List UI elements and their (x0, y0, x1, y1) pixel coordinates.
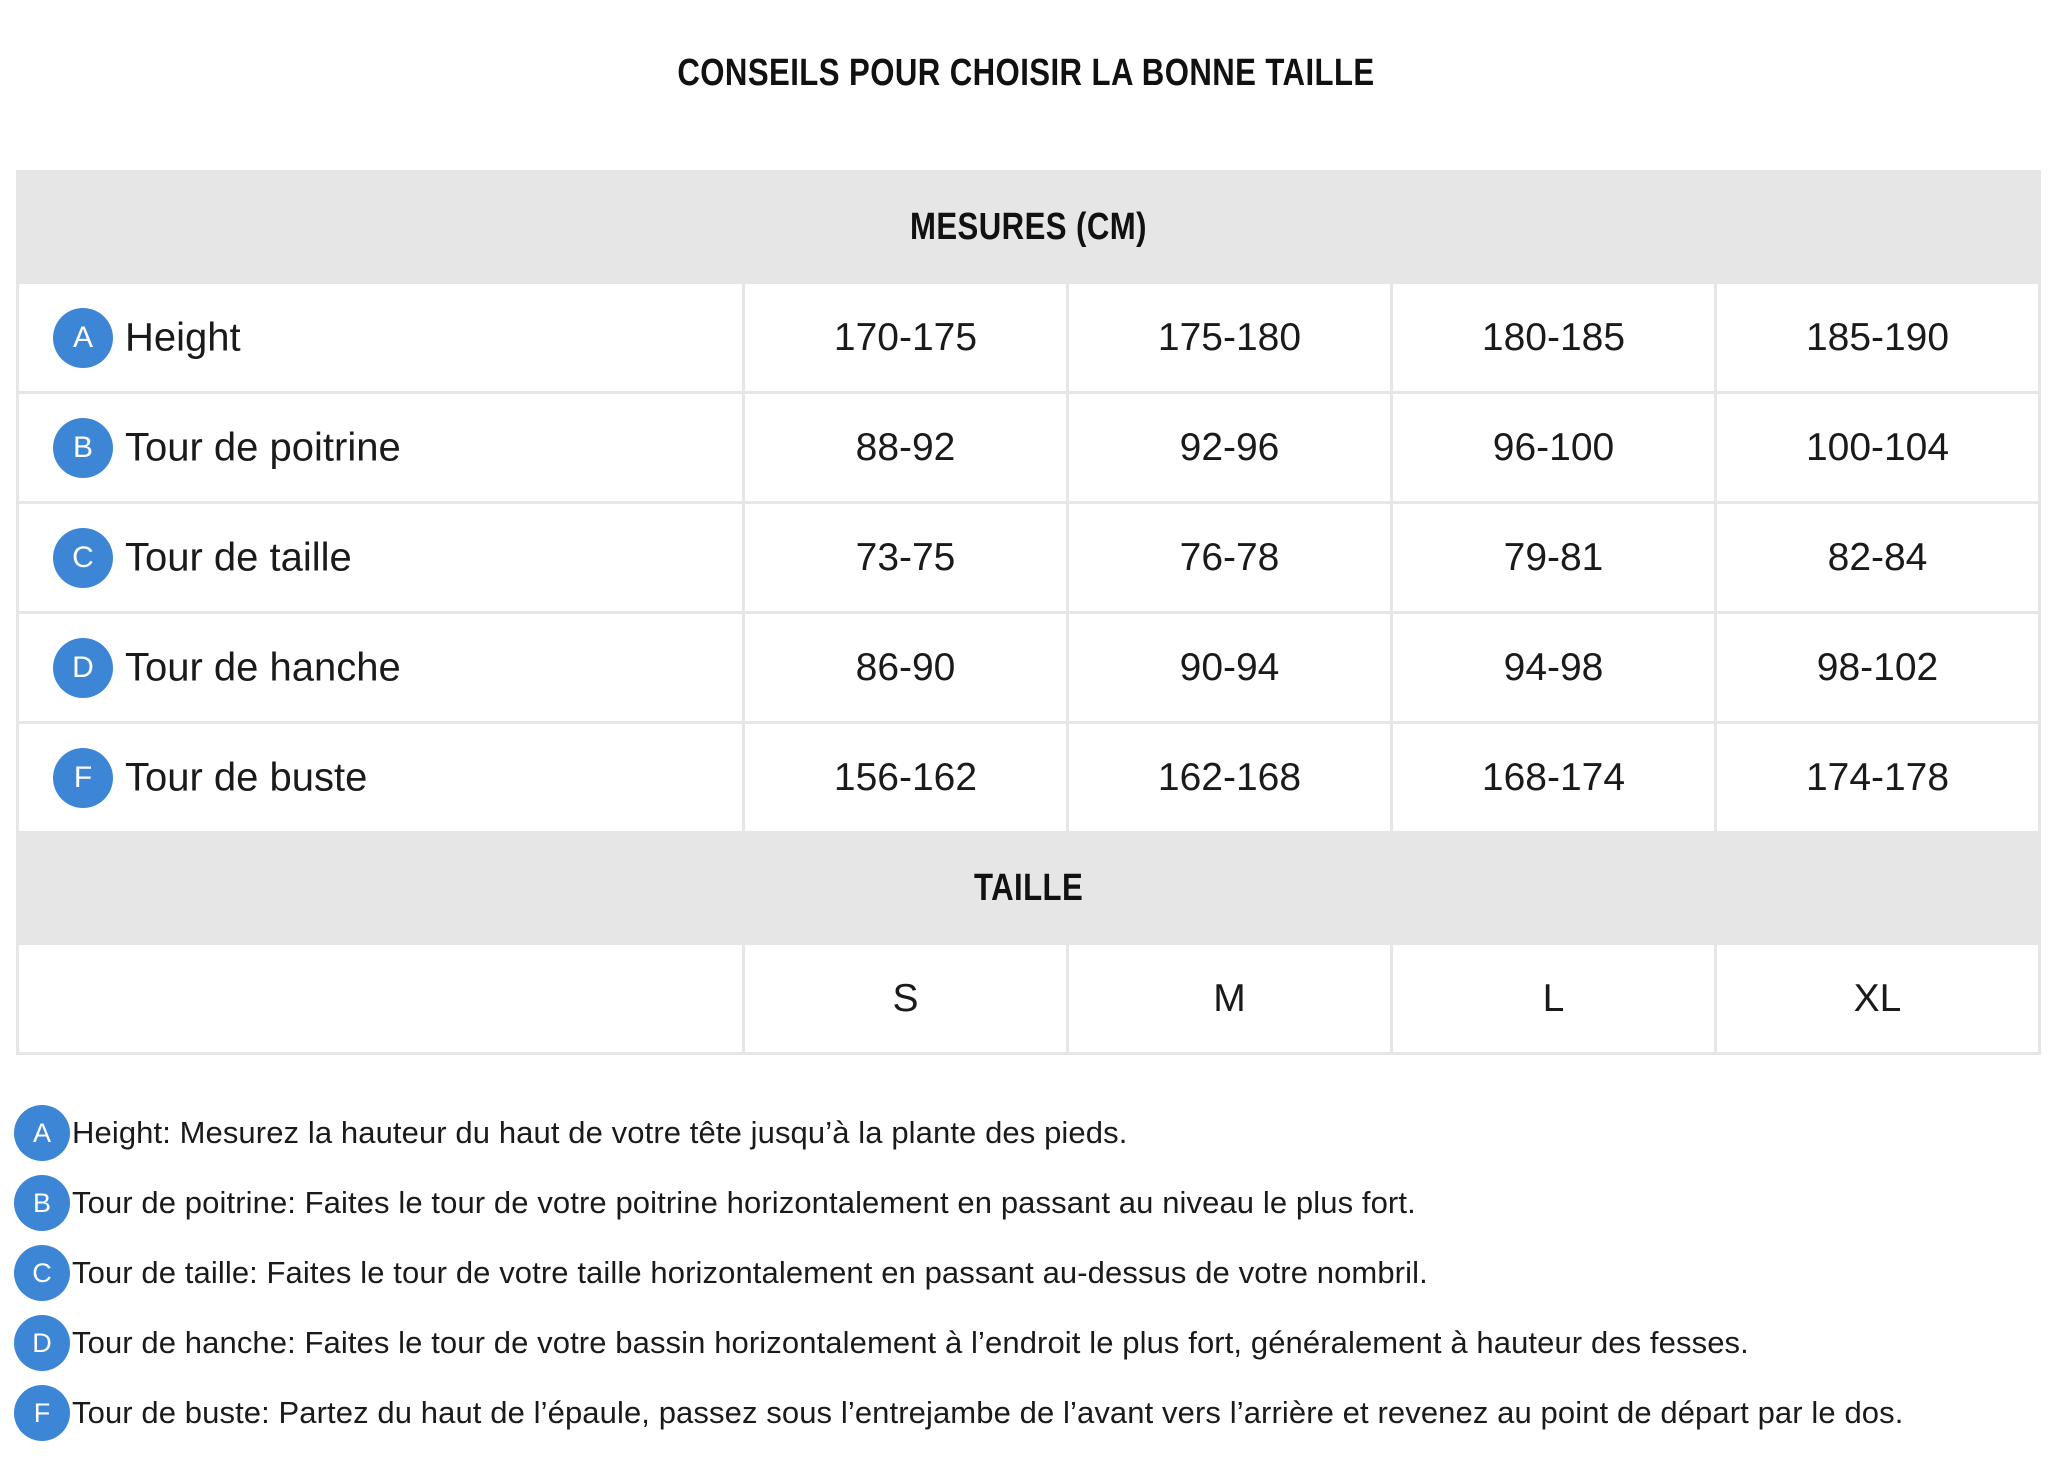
size-cell: XL (1716, 944, 2040, 1054)
table-cell: 156-162 (744, 723, 1068, 833)
note-text: Faites le tour de votre poitrine horizontalement en passant au niveau le plus fort. (304, 1185, 1416, 1220)
measurement-notes (14, 1098, 2044, 1448)
note-text: Faites le tour de votre bassin horizontalement à l’endroit le plus fort, généralement à hauteur des fesses. (304, 1325, 1749, 1360)
table-cell: 88-92 (744, 393, 1068, 503)
size-header-row (18, 833, 2040, 944)
table-cell: 180-185 (1392, 283, 1716, 393)
note-label: Tour de taille: (72, 1255, 258, 1290)
badge-c-icon: C (53, 528, 113, 588)
table-cell: 94-98 (1392, 613, 1716, 723)
row-label-cell (18, 613, 744, 723)
row-label-cell (18, 283, 744, 393)
row-label: Tour de hanche (125, 645, 401, 689)
table-cell: 79-81 (1392, 503, 1716, 613)
note-item (14, 1238, 2044, 1308)
row-label-cell (18, 723, 744, 833)
row-label-cell (18, 393, 744, 503)
size-cell: L (1392, 944, 1716, 1054)
table-cell: 90-94 (1068, 613, 1392, 723)
empty-cell (18, 944, 744, 1054)
size-cell: M (1068, 944, 1392, 1054)
note-text: Mesurez la hauteur du haut de votre tête jusqu’à la plante des pieds. (179, 1115, 1128, 1150)
note-text: Faites le tour de votre taille horizontalement en passant au-dessus de votre nombril. (266, 1255, 1428, 1290)
table-row (18, 283, 2040, 393)
table-cell: 92-96 (1068, 393, 1392, 503)
table-cell: 96-100 (1392, 393, 1716, 503)
note-item (14, 1378, 2044, 1448)
table-cell: 175-180 (1068, 283, 1392, 393)
badge-c-icon: C (14, 1245, 70, 1301)
table-row (18, 503, 2040, 613)
size-header-label: TAILLE (973, 866, 1084, 909)
table-cell: 98-102 (1716, 613, 2040, 723)
badge-d-icon: D (14, 1315, 70, 1371)
size-chart-table (16, 170, 2041, 1055)
row-label: Tour de poitrine (125, 425, 401, 469)
badge-d-icon: D (53, 638, 113, 698)
badge-f-icon: F (53, 748, 113, 808)
badge-b-icon: B (53, 418, 113, 478)
size-cell: S (744, 944, 1068, 1054)
row-label: Tour de buste (125, 755, 368, 799)
note-text: Partez du haut de l’épaule, passez sous l’entrejambe de l’avant vers l’arrière et revenez au point de départ par le dos. (278, 1395, 1904, 1430)
badge-f-icon: F (14, 1385, 70, 1441)
table-cell: 174-178 (1716, 723, 2040, 833)
size-header (18, 833, 2040, 944)
table-row (18, 723, 2040, 833)
badge-a-icon: A (14, 1105, 70, 1161)
table-row (18, 613, 2040, 723)
measures-header-row (18, 172, 2040, 283)
note-item (14, 1308, 2044, 1378)
table-cell: 73-75 (744, 503, 1068, 613)
badge-b-icon: B (14, 1175, 70, 1231)
measures-header-label: MESURES (CM) (910, 205, 1147, 248)
badge-a-icon: A (53, 308, 113, 368)
table-row (18, 393, 2040, 503)
note-label: Height: (72, 1115, 171, 1150)
note-label: Tour de buste: (72, 1395, 270, 1430)
note-label: Tour de poitrine: (72, 1185, 296, 1220)
row-label: Height (125, 315, 241, 359)
table-cell: 82-84 (1716, 503, 2040, 613)
measures-header (18, 172, 2040, 283)
table-cell: 162-168 (1068, 723, 1392, 833)
table-cell: 168-174 (1392, 723, 1716, 833)
row-label: Tour de taille (125, 535, 352, 579)
note-item (14, 1098, 2044, 1168)
table-cell: 76-78 (1068, 503, 1392, 613)
table-cell: 100-104 (1716, 393, 2040, 503)
size-row (18, 944, 2040, 1054)
row-label-cell (18, 503, 744, 613)
note-label: Tour de hanche: (72, 1325, 296, 1360)
table-cell: 170-175 (744, 283, 1068, 393)
page-title: CONSEILS POUR CHOISIR LA BONNE TAILLE (677, 52, 1375, 94)
note-item (14, 1168, 2044, 1238)
table-cell: 185-190 (1716, 283, 2040, 393)
table-cell: 86-90 (744, 613, 1068, 723)
